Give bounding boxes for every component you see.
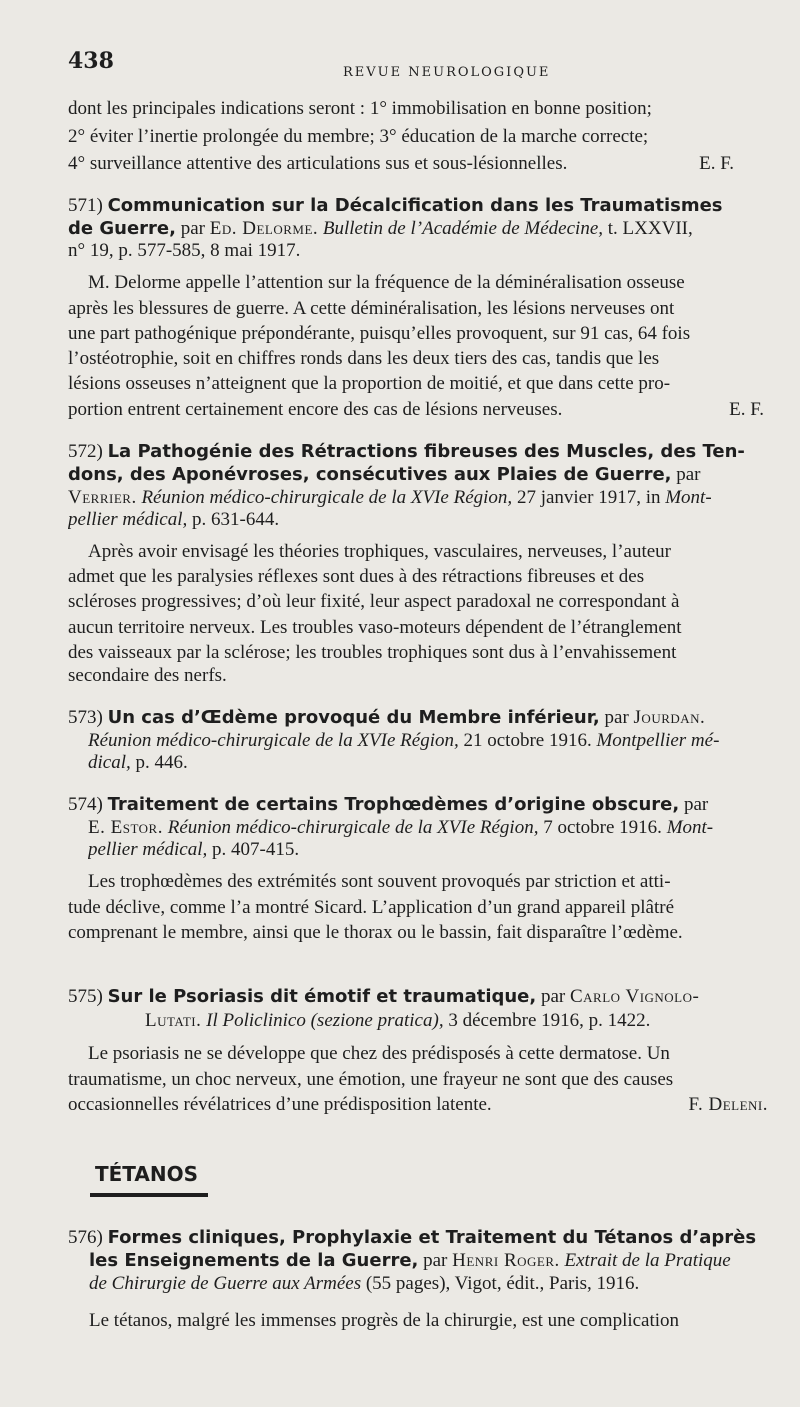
text-line: l’ostéotrophie, soit en chiffres ronds dans les deux tiers des cas, tandis que les [68,348,660,369]
entry-number: 573) [68,707,103,728]
text-line: Le psoriasis ne se développe que chez des prédisposés à cette dermatose. Un [88,1043,670,1064]
volume: t. LXXVII, [607,218,693,239]
entry-title: Communication sur la Décalcification dans les Traumatismes [107,195,723,216]
pages: p. 631-644. [192,509,280,530]
entry-title: Un cas d’Œdème provoqué du Membre inférieur, [107,707,600,728]
journal-name: pellier médical, [68,509,188,530]
entry-title-line [68,217,790,241]
text-line: Le tétanos, malgré les immenses progrès de la chirurgie, est une complication [89,1310,680,1331]
text-line: admet que les paralysies réflexes sont dues à des rétractions fibreuses et des [68,566,645,587]
journal-name: Mont- [666,817,714,838]
by-word: par [423,1250,448,1271]
journal-name: Réunion médico-chirurgicale de la XVIe Région, [88,730,459,751]
reference-line [89,1272,790,1296]
entry-title: de Guerre, [68,218,176,239]
entry-number: 572) [68,441,103,462]
journal-name: Il Policlinico (sezione pratica), [206,1010,444,1031]
by-word: par [180,218,205,239]
pages: p. 407-415. [212,839,300,860]
text-line: comprenant le membre, ainsi que le thorax ou le bassin, fait disparaître l’œdème. [68,922,683,943]
text-line: dont les principales indications seront : 1° immobilisation en bonne position; [68,98,652,119]
text-line: des vaisseaux par la sclérose; les troubles trophiques sont dus à l’envahissement [68,642,677,663]
by-word: par [683,794,709,815]
entry-title: Formes cliniques, Prophylaxie et Traitement du Tétanos d’après [107,1227,757,1248]
entry-author: E. Estor. [88,817,163,838]
date: 7 octobre 1916. [543,817,662,838]
text-line [68,398,790,422]
reference-line [88,729,790,753]
journal-name: de Chirurgie de Guerre aux Armées [89,1273,362,1294]
text-line: aucun territoire nerveux. Les troubles vaso-moteurs dépendent de l’étranglement [68,617,682,638]
reference-line [88,751,790,775]
entry-number: 576) [68,1227,103,1248]
section-rule [90,1193,208,1197]
section-heading: TÉTANOS [95,1162,199,1186]
by-word: par [540,986,566,1007]
text-line [68,1093,790,1117]
text-line: M. Delorme appelle l’attention sur la fréquence de la déminéralisation osseuse [88,272,685,293]
reference-line [145,1009,790,1033]
reference-line [88,816,790,840]
entry-number: 575) [68,986,103,1007]
entry-number: 574) [68,794,103,815]
entry-title-line [68,463,790,487]
date: 3 décembre 1916, p. 1422. [448,1010,651,1031]
entry-author: Verrier. [68,487,137,508]
by-word: par [604,707,629,728]
entry-title: Traitement de certains Trophœdèmes d’origine obscure, [107,794,680,815]
text-line: tude déclive, comme l’a montré Sicard. L’application d’un grand appareil plâtré [68,897,675,918]
text-line: une part pathogénique prépondérante, puisqu’elles provoquent, sur 91 cas, 64 fois [68,323,691,344]
text-line: scléroses progressives; d’où leur fixité, leur aspect paradoxal ne correspondant à [68,591,680,612]
text-line: secondaire des nerfs. [68,665,227,686]
entry-author: Lutati. [145,1010,202,1031]
entry-author: Jourdan. [633,707,706,728]
author-signature: E. F. [729,399,764,420]
journal-name: dical, [88,752,131,773]
entry-title-line [68,985,790,1009]
publication-info: (55 pages), Vigot, édit., Paris, 1916. [365,1273,640,1294]
entry-title: La Pathogénie des Rétractions fibreuses des Muscles, des Ten- [107,441,745,462]
pages: p. 446. [135,752,188,773]
text-fragment: occasionnelles révélatrices d’une prédisposition latente. [68,1094,492,1115]
entry-title: Sur le Psoriasis dit émotif et traumatique, [107,986,537,1007]
entry-title-line [68,1226,790,1250]
text-line: Les trophœdèmes des extrémités sont souvent provoqués par striction et atti- [88,871,671,892]
reference-line [68,508,790,532]
entry-title-line [68,194,790,218]
entry-author: Henri Roger. [452,1250,560,1271]
by-word: par [676,464,701,485]
text-line: 2° éviter l’inertie prolongée du membre; 3° éducation de la marche correcte; [68,126,649,147]
entry-title: les Enseignements de la Guerre, [89,1250,419,1271]
journal-name: Mont- [665,487,712,508]
running-title: REVUE NEUROLOGIQUE [343,65,551,80]
journal-name: Montpellier mé- [596,730,720,751]
journal-name: pellier médical, [88,839,208,860]
text-fragment: portion entrent certainement encore des cas de lésions nerveuses. [68,399,563,420]
journal-name: Extrait de la Pratique [564,1250,731,1271]
date: 27 janvier 1917, in [516,487,661,508]
date: 21 octobre 1916. [463,730,592,751]
text-line: lésions osseuses n’atteignent que la proportion de moitié, et que dans cette pro- [68,373,671,394]
reference-line [68,486,790,510]
entry-number: 571) [68,195,103,216]
author-signature: E. F. [699,153,734,174]
text-line: traumatisme, un choc nerveux, une émotion, une frayeur ne sont que des causes [68,1069,674,1090]
entry-title-line [89,1249,790,1273]
entry-title-line [68,793,790,817]
text-line: Après avoir envisagé les théories trophiques, vasculaires, nerveuses, l’auteur [88,541,671,562]
reference-line [88,838,790,862]
entry-author: Carlo Vignolo- [570,986,700,1007]
author-signature: F. Deleni. [688,1094,768,1115]
journal-name: Réunion médico-chirurgicale de la XVIe Région, [167,817,539,838]
reference-line: n° 19, p. 577-585, 8 mai 1917. [68,240,301,261]
entry-author: Ed. Delorme. [209,218,319,239]
journal-name: Réunion médico-chirurgicale de la XVIe Région, [141,487,513,508]
entry-title-line [68,706,790,730]
page-number: 438 [68,48,114,74]
text-line [68,152,790,176]
text-fragment: 4° surveillance attentive des articulations sus et sous-lésionnelles. [68,153,568,174]
journal-name: Bulletin de l’Académie de Médecine, [322,218,604,239]
text-line: après les blessures de guerre. A cette déminéralisation, les lésions nerveuses ont [68,298,675,319]
entry-title: dons, des Aponévroses, consécutives aux Plaies de Guerre, [68,464,672,485]
entry-title-line [68,440,790,464]
